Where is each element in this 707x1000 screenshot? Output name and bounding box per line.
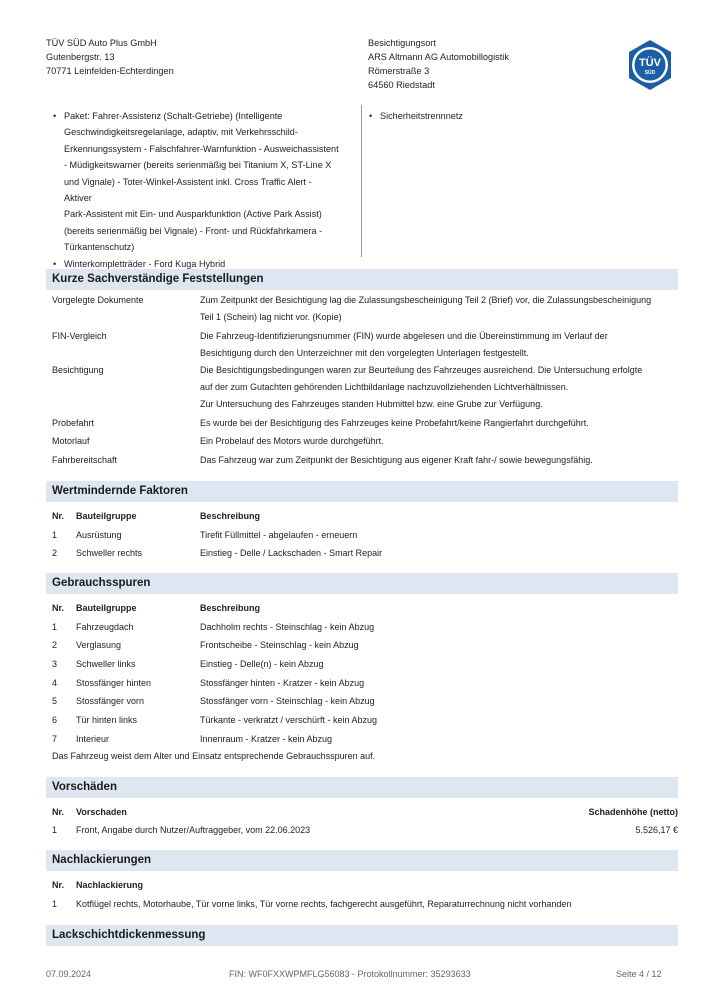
finding-key: Besichtigung <box>52 365 104 375</box>
location-label: Besichtigungsort <box>368 38 436 48</box>
section-wear-header: Gebrauchsspuren <box>46 573 678 594</box>
section-paint-thickness-header: Lackschichtdickenmessung <box>46 925 678 946</box>
section-repaint-header: Nachlackierungen <box>46 850 678 871</box>
equipment-list-left <box>50 108 340 272</box>
location-street: Römerstraße 3 <box>368 66 430 76</box>
finding-key: Fahrbereitschaft <box>52 455 118 465</box>
section-value-factors-header: Wertmindernde Faktoren <box>46 481 678 502</box>
equipment-item: • Sicherheitstrennnetz <box>366 108 656 124</box>
finding-value: Das Fahrzeug war zum Zeitpunkt der Besichtigung aus eigener Kraft fahr-/ sowie bewegungsfähig. <box>200 455 593 465</box>
finding-value: Die Fahrzeug-Identifizierungsnummer (FIN) wurde abgelesen und die Übereinstimmung im Verlauf der Besichtigung durch den Unterzeichner mit den vorgelegten Unterlagen festgestellt. <box>200 331 608 358</box>
company-street: Gutenbergstr. 13 <box>46 52 115 62</box>
finding-key: Probefahrt <box>52 418 95 428</box>
finding-value: Es wurde bei der Besichtigung des Fahrzeuges keine Probefahrt/keine Rangierfahrt durchgeführt. <box>200 418 589 428</box>
finding-value: Ein Probelauf des Motors wurde durchgeführt. <box>200 436 384 446</box>
finding-value: Zum Zeitpunkt der Besichtigung lag die Zulassungsbescheinigung Teil 2 (Brief) vor, die Zulassungsbescheinigung Teil 1 (Schein) lag nicht vor. (Kopie) <box>200 295 652 322</box>
tuev-sued-logo <box>624 39 676 91</box>
equipment-list-right <box>366 108 656 124</box>
section-damages-header: Vorschäden <box>46 777 678 798</box>
finding-key: FIN-Vergleich <box>52 331 107 341</box>
location-city: 64560 Riedstadt <box>368 80 435 90</box>
equipment-item: • Paket: Fahrer-Assistenz (Schalt-Getriebe) (Intelligente Geschwindigkeitsregelanlage, adaptiv, mit Verkehrsschild- Erkennungssystem - Falschfahrer-Warnfunktion - Ausweichassistent - Müdigkeitswarner (bereits serienmäßig bei Titanium X, ST-Line X und Vignale) - Toter-Winkel-Assistent inkl. Cross Traffic Alert - Aktiver Park-Assistent mit Ein- und Ausparkfunktion (Active Park Assist) (bereits serienmäßig bei Vignale) - Front- und Rückfahrkamera - Türkantenschutz) <box>50 108 340 256</box>
footer-date: 07.09.2024 <box>46 969 92 979</box>
inspection-location <box>368 36 509 92</box>
footer-page-number: Seite 4 / 12 <box>616 969 662 979</box>
section-findings-header: Kurze Sachverständige Feststellungen <box>46 269 678 290</box>
equipment-item: • Winterkompletträder - Ford Kuga Hybrid <box>50 256 340 272</box>
company-city: 70771 Leinfelden-Echterdingen <box>46 66 174 76</box>
company-address <box>46 36 174 78</box>
footer-reference: FIN: WF0FXXWPMFLG56083 - Protokollnummer: 35293633 <box>229 969 471 979</box>
logo-text-top: TÜV <box>639 57 661 69</box>
finding-key: Vorgelegte Dokumente <box>52 295 144 305</box>
finding-value: Die Besichtigungsbedingungen waren zur Beurteilung des Fahrzeuges ausreichend. Die Untersuchung erfolgte auf der zum Gutachten gehörenden Lichtbildanlage nachzuvollziehenden Lichtverhältnissen. Zur Untersuchung des Fahrzeuges standen Hubmittel bzw. eine Grube zur Verfügung. <box>200 365 643 409</box>
company-name: TÜV SÜD Auto Plus GmbH <box>46 38 157 48</box>
column-divider <box>361 105 362 257</box>
logo-text-bottom: SÜD <box>644 70 656 76</box>
location-name: ARS Altmann AG Automobillogistik <box>368 52 509 62</box>
finding-key: Motorlauf <box>52 436 90 446</box>
